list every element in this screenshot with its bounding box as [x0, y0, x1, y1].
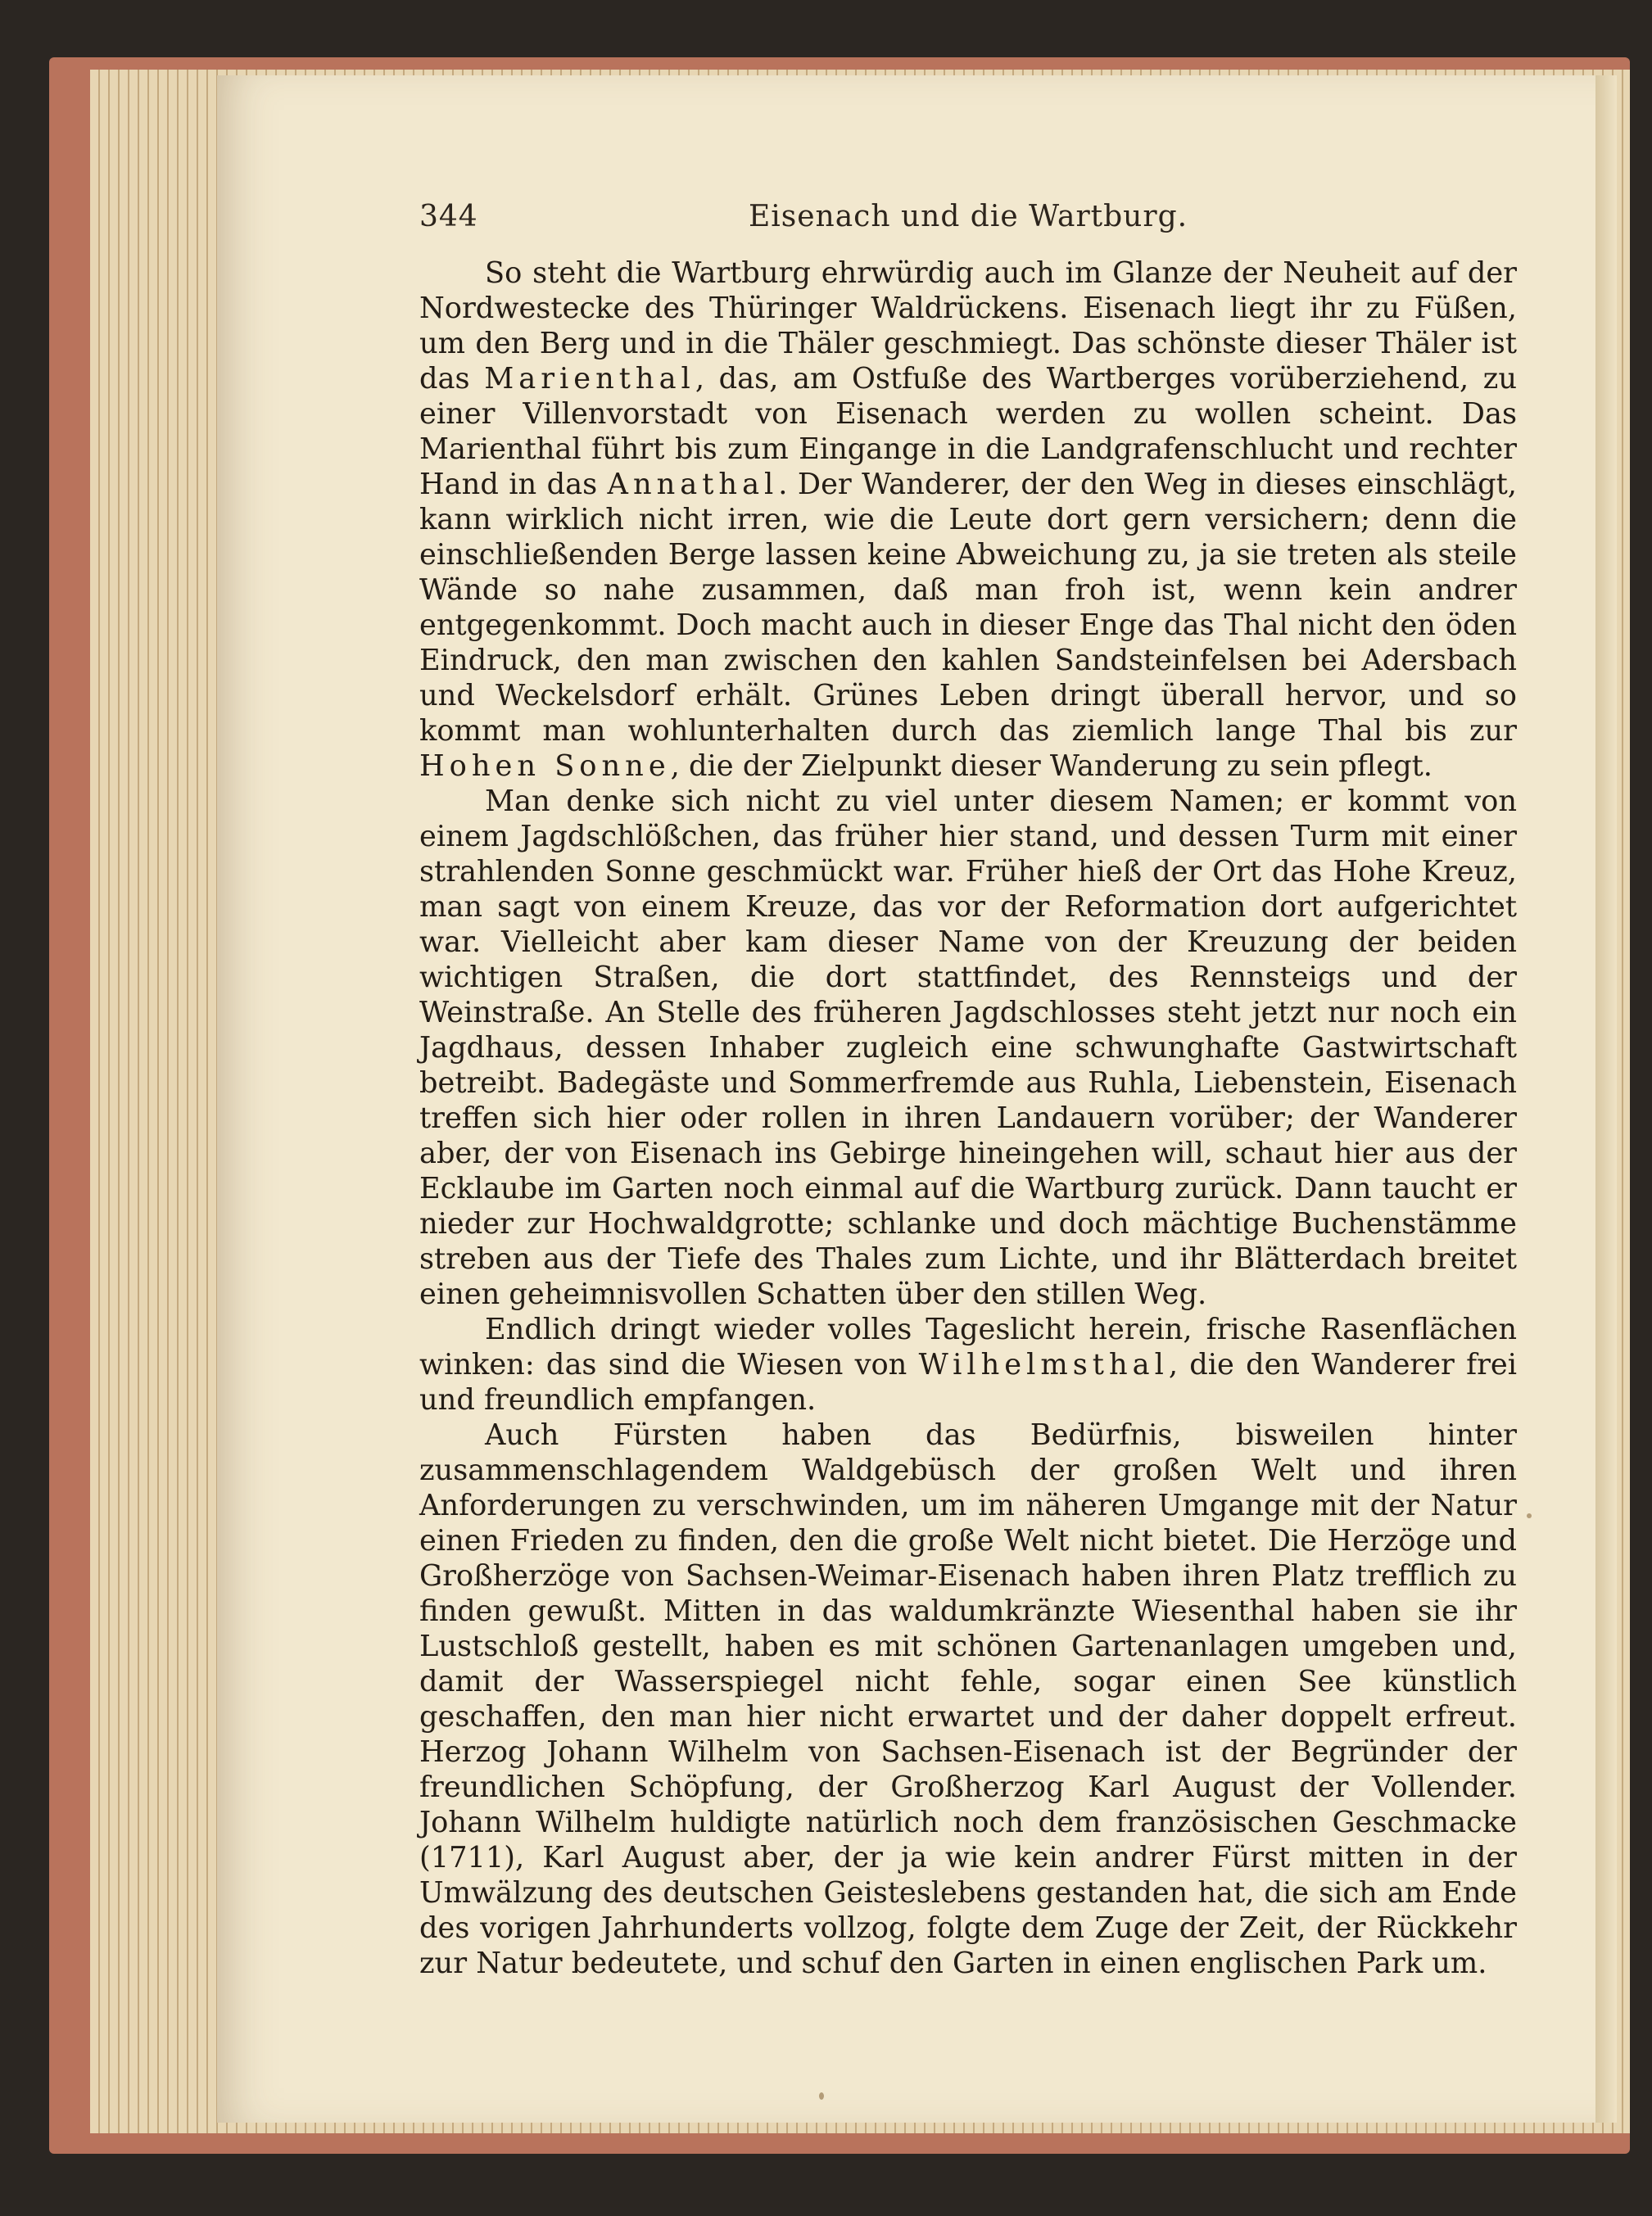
- text-run: Man denke sich nicht zu viel unter diesem Namen; er kommt von einem Jagdschlößchen, das früher hier stand, und dessen Turm mit einer strahlenden Sonne geschmückt war. Früher hieß der Ort das Hohe Kreuz, man sagt von einem Kreuze, das vor der Reformation dort aufgerichtet war. Vielleicht aber kam dieser Name von der Kreuzung der beiden wichtigen Straßen, die dort stattfindet, des Rennsteigs und der Weinstraße. An Stelle des früheren Jagdschlosses steht jetzt nur noch ein Jagdhaus, dessen Inhaber zugleich eine schwunghafte Gastwirtschaft betreibt. Badegäste und Sommerfremde aus Ruhla, Liebenstein, Eisenach treffen sich hier oder rollen in ihren Landauern vorüber; der Wanderer aber, der von Eisenach ins Gebirge hineingehen will, schaut hier aus der Ecklaube im Garten noch einmal auf die Wartburg zurück. Dann taucht er nieder zur Hochwaldgrotte; schlanke und doch mächtige Buchenstämme streben aus der Tiefe des Thales zum Lichte, und ihr Blätterdach breitet einen geheimnisvollen Schatten über den stillen Weg.: [419, 785, 1517, 1311]
- paragraph: [419, 784, 1517, 1312]
- spaced-place-name: Hohen Sonne: [419, 749, 671, 783]
- running-title: Eisenach und die Wartburg.: [748, 200, 1188, 233]
- body-text: [419, 256, 1517, 1981]
- spaced-place-name: Annathal: [607, 468, 779, 501]
- paragraph: [419, 1312, 1517, 1418]
- paper-spot: [819, 2092, 824, 2100]
- text-run: , das, am Ostfuße des Wartberges vorüberziehend, zu einer Villenvorstadt von Eisenach werden zu wollen scheint. Das Marienthal führt bis zum Eingange in die Landgrafenschlucht und rechter Hand in das: [419, 362, 1517, 501]
- paragraph: [419, 1418, 1517, 1981]
- text-run: . Der Wanderer, der den Weg in dieses einschlägt, kann wirklich nicht irren, wie die Leute dort gern versichern; denn die einschließenden Berge lassen keine Abweichung zu, ja sie treten als steile Wände so nahe zusammen, daß man froh ist, wenn kein andrer entgegenkommt. Doch macht auch in dieser Enge das Thal nicht den öden Eindruck, den man zwischen den kahlen Sandsteinfelsen bei Adersbach und Weckelsdorf erhält. Grünes Leben dringt überall hervor, und so kommt man wohlunterhalten durch das ziemlich lange Thal bis zur: [419, 468, 1517, 748]
- text-run: Auch Fürsten haben das Bedürfnis, bisweilen hinter zusammenschlagendem Waldgebüsch der großen Welt und ihren Anforderungen zu verschwinden, um im näheren Umgange mit der Natur einen Frieden zu finden, den die große Welt nicht bietet. Die Herzöge und Großherzöge von Sachsen-Weimar-Eisenach haben ihren Platz trefflich zu finden gewußt. Mitten in das waldumkränzte Wiesenthal haben sie ihr Lustschloß gestellt, haben es mit schönen Gartenanlagen umgeben und, damit der Wasserspiegel nicht fehle, sogar einen See künstlich geschaffen, den man hier nicht erwartet und der daher doppelt erfreut. Herzog Johann Wilhelm von Sachsen-Eisenach ist der Begründer der freundlichen Schöpfung, der Großherzog Karl August der Vollender. Johann Wilhelm huldigte natürlich noch dem französischen Geschmacke (1711), Karl August aber, der ja wie kein andrer Fürst mitten in der Umwälzung des deutschen Geisteslebens gestanden hat, die sich am Ende des vorigen Jahrhunderts vollzog, folgte dem Zuge der Zeit, der Rückkehr zur Natur bedeutete, und schuf den Garten in einen englischen Park um.: [419, 1418, 1517, 1980]
- paper-spot: [1527, 1513, 1532, 1518]
- text-run: , die den Wanderer frei und freundlich empfangen.: [419, 1348, 1517, 1417]
- text-run: Endlich dringt wieder volles Tageslicht herein, frische Rasenflächen winken: das sind die Wiesen von: [419, 1313, 1517, 1382]
- text-run: , die der Zielpunkt dieser Wanderung zu sein pflegt.: [670, 749, 1432, 783]
- page-header: [419, 200, 1517, 249]
- text-run: So steht die Wartburg ehrwürdig auch im Glanze der Neuheit auf der Nordwestecke des Thüringer Waldrückens. Eisenach liegt ihr zu Füßen, um den Berg und in die Thäler geschmiegt. Das schönste dieser Thäler ist das: [419, 256, 1517, 396]
- spaced-place-name: Marienthal: [484, 362, 695, 396]
- page-number: 344: [419, 200, 478, 233]
- spaced-place-name: Wilhelmsthal: [918, 1348, 1169, 1382]
- paragraph: [419, 256, 1517, 784]
- page-gutter: [1595, 75, 1617, 2123]
